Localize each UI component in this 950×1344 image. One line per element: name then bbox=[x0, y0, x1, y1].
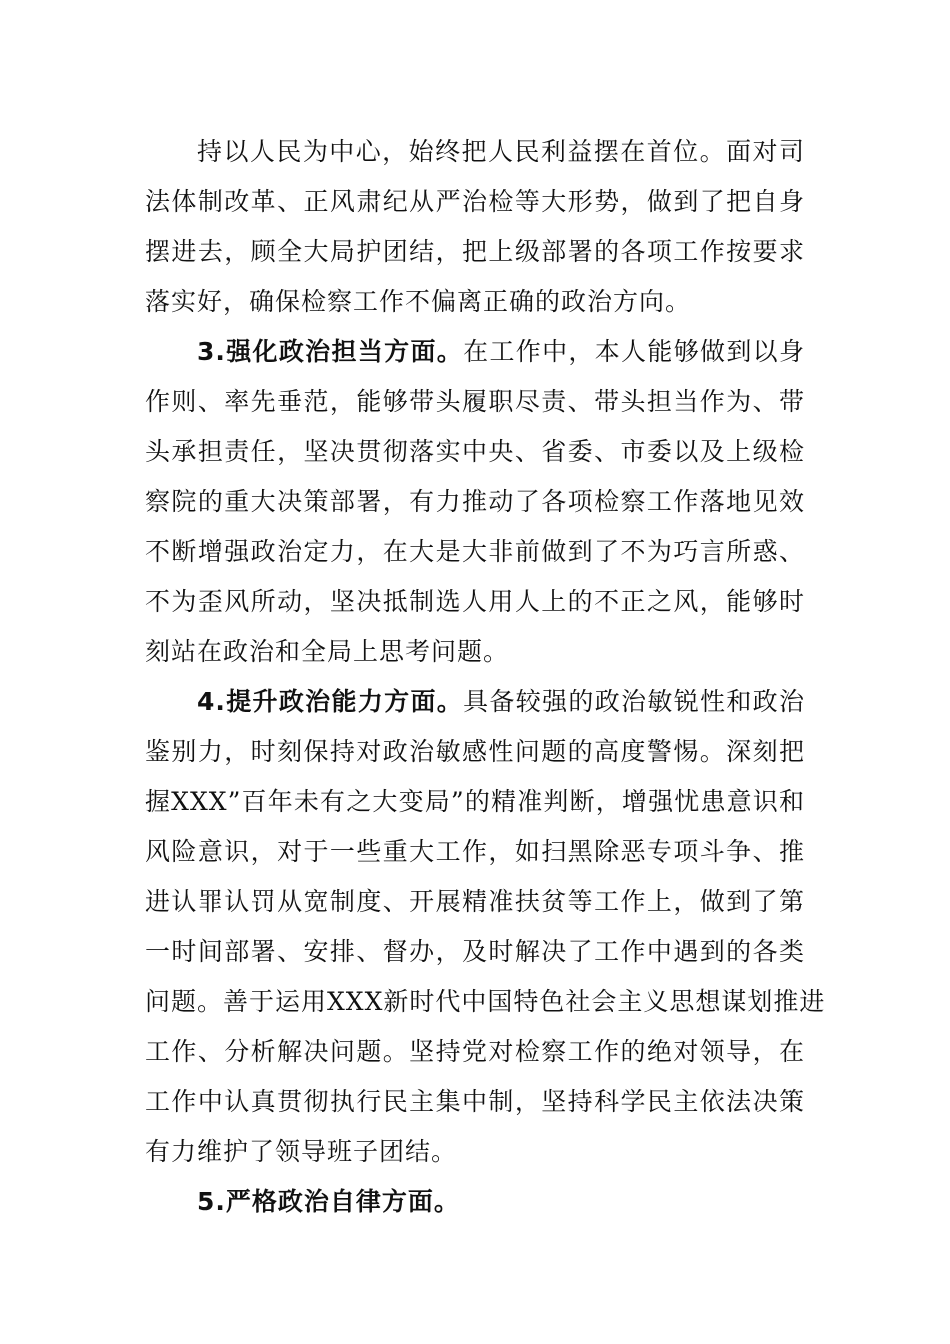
text-line: 头承担责任，坚决贯彻落实中央、省委、市委以及上级检 bbox=[145, 437, 805, 466]
paragraph-4 bbox=[145, 677, 826, 1177]
text-line bbox=[145, 677, 805, 727]
section-heading: 4.提升政治能力方面。 bbox=[197, 687, 464, 716]
text-line: 持以人民为中心，始终把人民利益摆在首位。面对司 bbox=[197, 137, 805, 166]
text-line: 鉴别力，时刻保持对政治敏感性问题的高度警惕。深刻把 bbox=[145, 737, 805, 766]
text-line: 法体制改革、正风肃纪从严治检等大形势，做到了把自身 bbox=[145, 187, 805, 216]
paragraph-5 bbox=[145, 1177, 805, 1227]
text-line: 作则、率先垂范，能够带头履职尽责、带头担当作为、带 bbox=[145, 387, 805, 416]
section-heading: 5.严格政治自律方面。 bbox=[197, 1187, 460, 1216]
text-line: 落实好，确保检察工作不偏离正确的政治方向。 bbox=[145, 287, 692, 316]
text-line: 不断增强政治定力，在大是大非前做到了不为巧言所惑、 bbox=[145, 537, 805, 566]
text-line: 握XXX”百年未有之大变局”的精准判断，增强忧患意识和 bbox=[145, 787, 805, 816]
text-line: 工作中认真贯彻执行民主集中制，坚持科学民主依法决策 bbox=[145, 1087, 805, 1116]
text-run: 在工作中，本人能够做到以身 bbox=[463, 337, 805, 366]
text-line: 风险意识，对于一些重大工作，如扫黑除恶专项斗争、推 bbox=[145, 837, 805, 866]
paragraph-3 bbox=[145, 327, 805, 677]
text-line: 不为歪风所动，坚决抵制选人用人上的不正之风，能够时 bbox=[145, 587, 805, 616]
text-line bbox=[145, 327, 805, 377]
text-line bbox=[145, 1177, 805, 1227]
text-run: 具备较强的政治敏锐性和政治 bbox=[463, 687, 805, 716]
text-line: 察院的重大决策部署，有力推动了各项检察工作落地见效 bbox=[145, 487, 805, 516]
text-line: 工作、分析解决问题。坚持党对检察工作的绝对领导，在 bbox=[145, 1037, 805, 1066]
text-line: 刻站在政治和全局上思考问题。 bbox=[145, 637, 510, 666]
text-line: 摆进去，顾全大局护团结，把上级部署的各项工作按要求 bbox=[145, 237, 805, 266]
text-line: 进认罪认罚从宽制度、开展精准扶贫等工作上，做到了第 bbox=[145, 887, 805, 916]
section-heading: 3.强化政治担当方面。 bbox=[197, 337, 464, 366]
text-line: 问题。善于运用XXX新时代中国特色社会主义思想谋划推进 bbox=[145, 987, 826, 1016]
paragraph-1 bbox=[145, 127, 805, 327]
document-body bbox=[145, 127, 826, 1227]
text-line: 有力维护了领导班子团结。 bbox=[145, 1137, 458, 1166]
text-line: 一时间部署、安排、督办，及时解决了工作中遇到的各类 bbox=[145, 937, 805, 966]
